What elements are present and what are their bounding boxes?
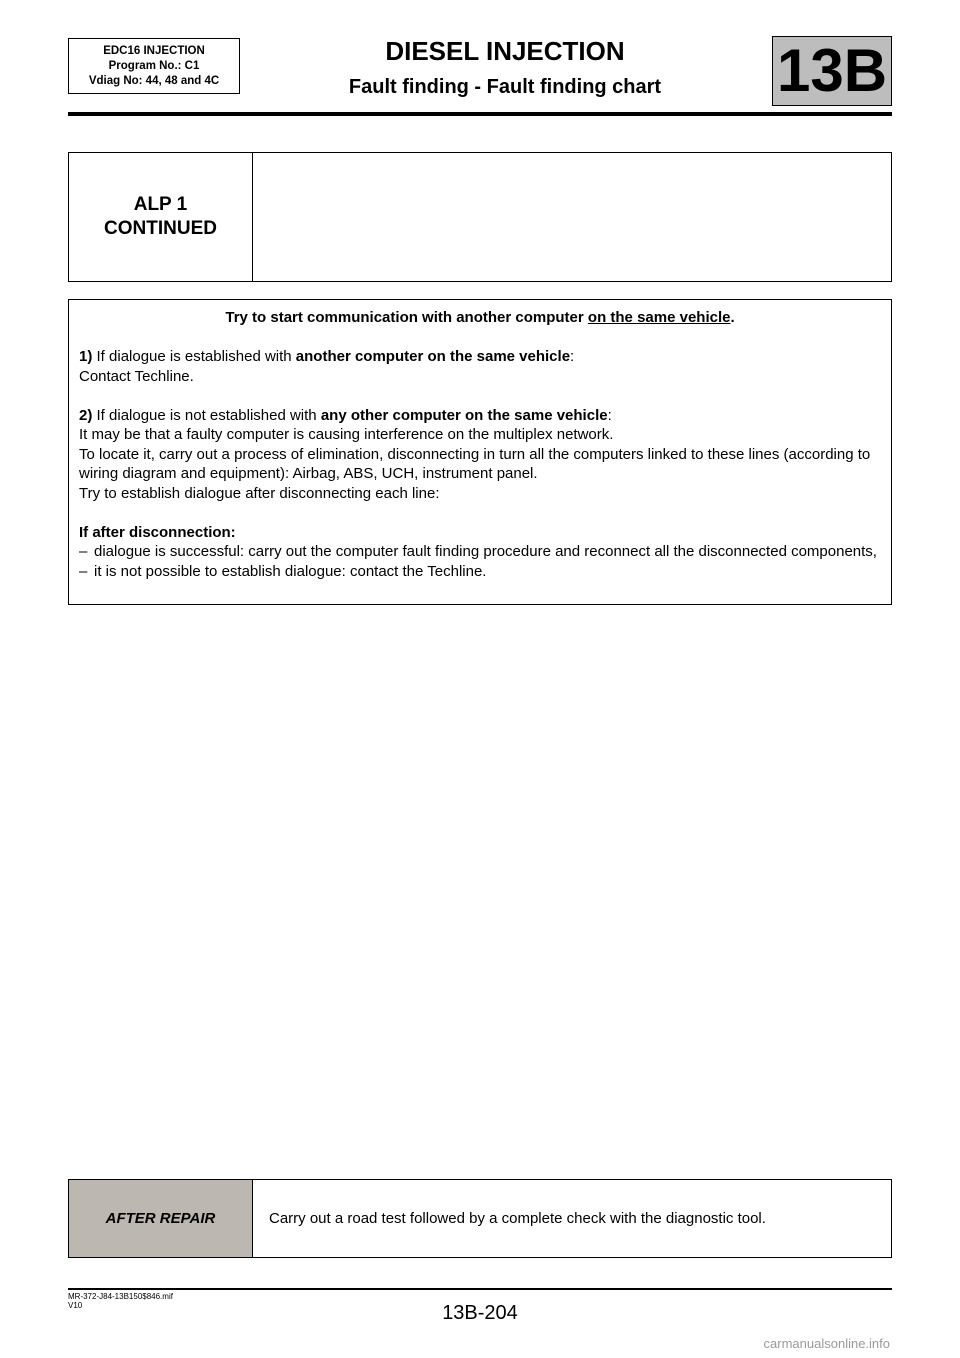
header-divider (68, 112, 892, 116)
step-2-colon: : (607, 406, 612, 424)
after-repair-label: AFTER REPAIR (69, 1180, 253, 1257)
document-info-box (68, 38, 240, 94)
section-code-badge: 13B (772, 36, 892, 106)
step-2-text: If dialogue is not established with (92, 406, 321, 424)
info-line-vdiag: Vdiag No: 44, 48 and 4C (88, 74, 220, 87)
footer-version: V10 (68, 1301, 83, 1310)
list-item-text: dialogue is successful: carry out the computer fault finding procedure and reconnect all the disconnected components, (94, 543, 877, 560)
heading-period: . (730, 309, 735, 326)
watermark: carmanualsonline.info (763, 1336, 890, 1351)
list-item (79, 542, 881, 562)
footer-divider (68, 1288, 892, 1290)
step-2-line-2: It may be that a faulty computer is causing interference on the multiplex network. (79, 426, 614, 443)
page-number: 13B-204 (442, 1302, 518, 1324)
procedure-box (68, 299, 892, 605)
step-2-bold: any other computer on the same vehicle (320, 406, 608, 424)
heading-underlined: on the same vehicle (587, 309, 731, 326)
alp-empty-cell (253, 153, 891, 281)
page-subtitle: Fault finding - Fault finding chart (348, 76, 662, 98)
step-1-text: If dialogue is established with (92, 348, 296, 365)
step-2-line-4: Try to establish dialogue after disconnecting each line: (79, 484, 440, 502)
heading-text: Try to start communication with another computer (225, 309, 588, 326)
page-title: DIESEL INJECTION (385, 36, 625, 66)
list-item-text: it is not possible to establish dialogue: contact the Techline. (94, 562, 487, 580)
info-line-injection: EDC16 INJECTION (103, 44, 205, 57)
spacer (79, 386, 881, 406)
spacer (79, 503, 881, 523)
footer-file-ref: MR-372-J84-13B150$846.mif (68, 1292, 173, 1301)
procedure-heading (79, 308, 881, 328)
bullet-dash: – (79, 543, 88, 560)
after-repair-text: Carry out a road test followed by a complete check with the diagnostic tool. (269, 1210, 766, 1227)
step-1 (79, 347, 881, 367)
step-2-line-3: To locate it, carry out a process of elimination, disconnecting in turn all the computers linked to these lines (according to wiring diagram and equipment): Airbag, ABS, UCH, instrument panel. (79, 445, 871, 482)
after-disconnection-text: If after disconnection: (79, 523, 236, 541)
step-1-colon: : (570, 348, 575, 365)
bullet-dash: – (79, 562, 88, 580)
step-2-number: 2) (79, 406, 93, 424)
step-1-bold: another computer on the same vehicle (295, 348, 571, 365)
alp-label-cell (69, 153, 253, 281)
step-1-action: Contact Techline. (79, 367, 194, 385)
footer-reference (68, 1292, 173, 1310)
alp-continued: CONTINUED (104, 218, 217, 239)
after-disconnection-heading (79, 523, 881, 543)
after-repair-box (68, 1179, 892, 1258)
step-2 (79, 406, 881, 426)
alp-number: ALP 1 (133, 194, 188, 215)
info-line-program: Program No.: C1 (108, 59, 200, 72)
list-item (79, 562, 881, 582)
alp-header-box (68, 152, 892, 282)
step-1-number: 1) (79, 348, 93, 365)
